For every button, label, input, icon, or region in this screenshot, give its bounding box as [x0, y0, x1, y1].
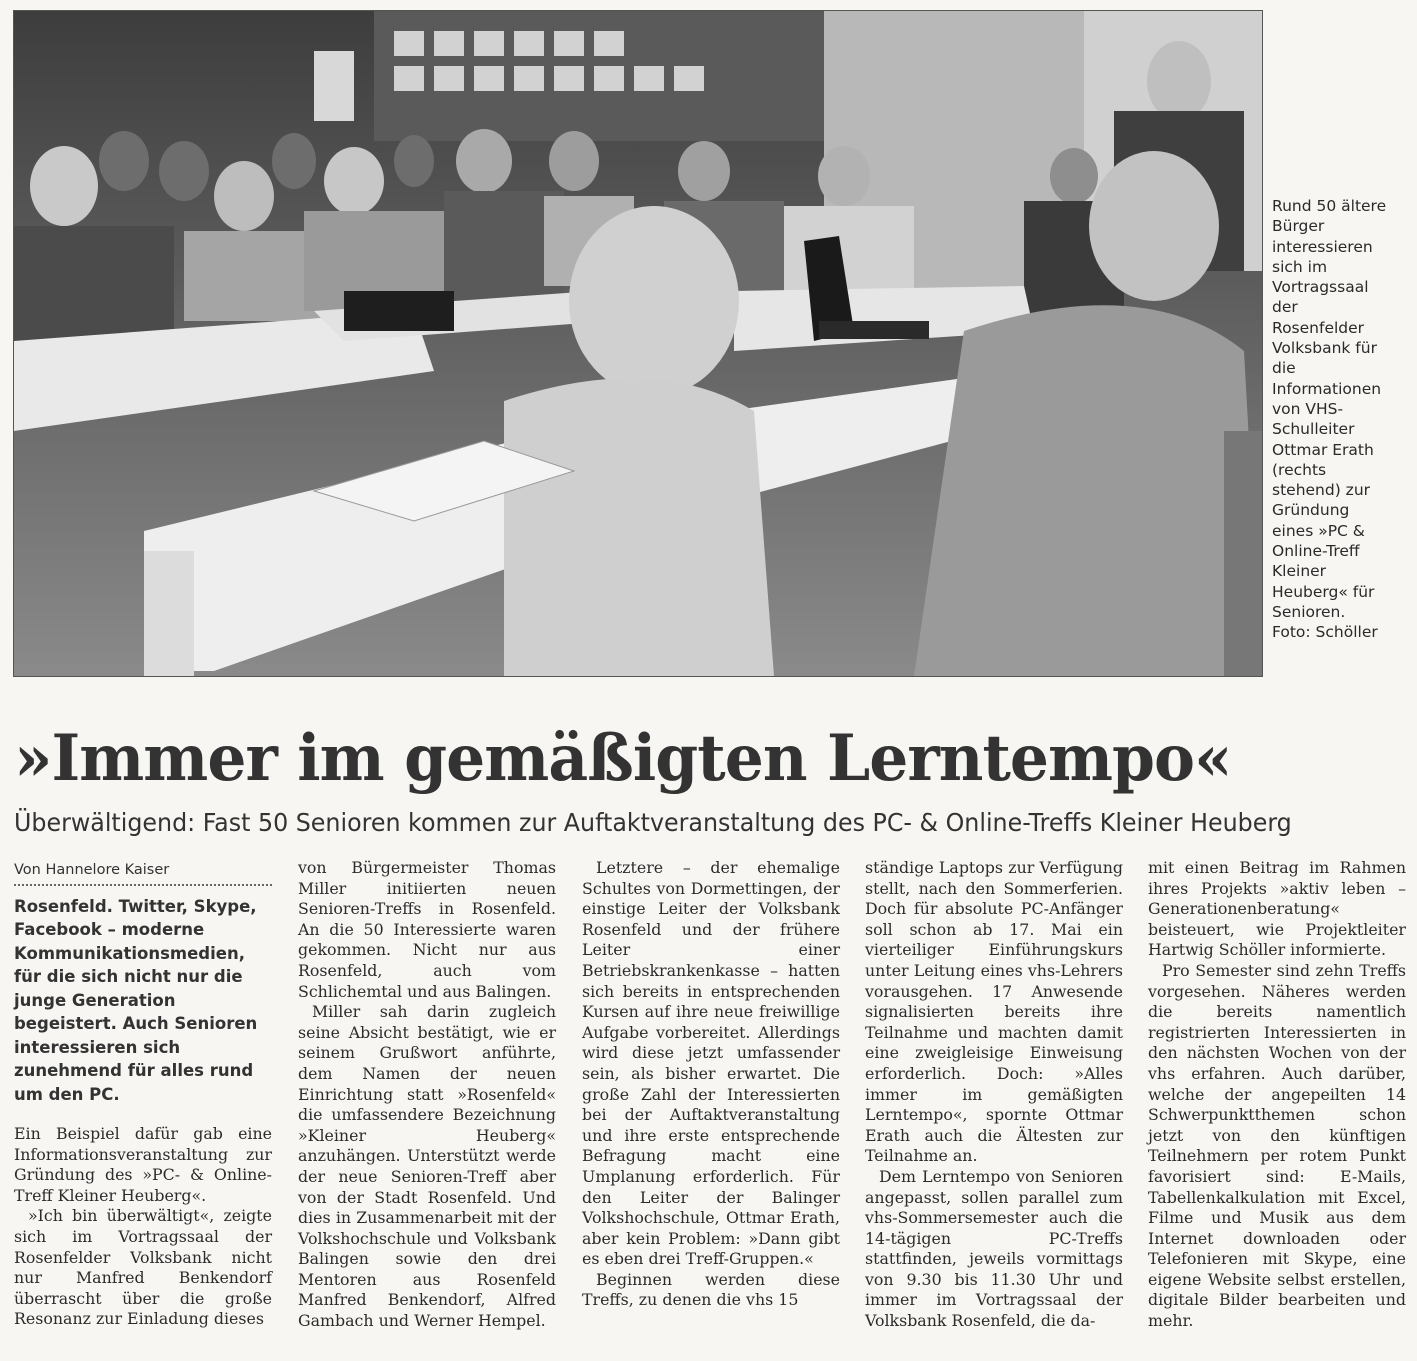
paragraph: Miller sah darin zugleich seine Absicht bestätigt, wie er seinem Grußwort anführte, dem Namen der neuen Einrichtung statt »Rosenfeld« die umfassendere Bezeichnung »Kleiner Heuberg« anzuhängen. Unterstützt werde der neue Senioren-Treff aber von der Stadt Rosenfeld. Und dies in Zusammenarbeit mit der Volkshochschule und Volksbank Balingen sowie den drei Mentoren aus Rosenfeld Manfred Benkendorf, Alfred Gambach und Werner Hempel. [298, 1002, 556, 1331]
paragraph: »Ich bin überwältigt«, zeigte sich im Vortragssaal der Rosenfelder Volksbank nicht nur Manfred Benkendorf überrascht über die große Resonanz zur Einladung dieses [14, 1206, 272, 1329]
article-column-1 [14, 860, 272, 1330]
article-column-5 [1148, 858, 1406, 1332]
photo-credit: Foto: Schöller [1272, 623, 1378, 642]
photo-illustration [14, 11, 1262, 676]
article-column-4 [865, 858, 1123, 1332]
paragraph: Beginnen werden diese Treffs, zu denen die vhs 15 [582, 1269, 840, 1310]
paragraph: mit einen Beitrag im Rahmen ihres Projekts »aktiv leben – Generationenberatung« beisteuert, wie Projektleiter Hartwig Schöller informierte. [1148, 858, 1406, 960]
article-photo [13, 10, 1263, 677]
subheadline: Überwältigend: Fast 50 Senioren kommen zur Auftaktveranstaltung des PC- & Online-Treffs Kleiner Heuberg [14, 808, 1292, 837]
author-byline: Von Hannelore Kaiser [14, 860, 272, 886]
headline: »Immer im gemäßigten Lerntempo« [14, 721, 1232, 796]
article-column-3 [582, 858, 840, 1311]
paragraph: Pro Semester sind zehn Treffs vorgesehen. Näheres werden die bereits namentlich registrierten Interessierten in den nächsten Wochen von der vhs erfahren. Auch darüber, welche der angepeilten 14 Schwerpunktthemen schon jetzt von den künftigen Teilnehmern per rotem Punkt favorisiert sind: E-Mails, Tabellenkalkulation mit Excel, Filme und Musik aus dem Internet downloaden oder Telefonieren mit Skype, eine eigene Website selbst erstellen, digitale Bilder bearbeiten und mehr. [1148, 960, 1406, 1331]
photo-caption [1272, 196, 1387, 643]
paragraph: ständige Laptops zur Verfügung stellt, nach den Sommerferien. Doch für absolute PC-Anfänger soll schon ab 17. Mai ein vierteiliger Einführungskurs unter Leitung eines vhs-Lehrers vorausgehen. 17 Anwesende signalisierten bereits ihre Teilnahme und machten damit eine zweigleisige Einweisung erforderlich. Doch: »Alles immer im gemäßigten Lerntempo«, spornte Ottmar Erath auch die Ältesten zur Teilnahme an. [865, 858, 1123, 1166]
paragraph: Dem Lerntempo von Senioren angepasst, sollen parallel zum vhs-Sommersemester auch die 14-tägigen PC-Treffs stattfinden, jeweils vormittags von 9.30 bis 11.30 Uhr und immer im Vortragssaal der Volksbank Rosenfeld, die da- [865, 1166, 1123, 1331]
paragraph: Ein Beispiel dafür gab eine Informationsveranstaltung zur Gründung des »PC- & Online-Treff Kleiner Heuberg«. [14, 1124, 272, 1205]
lead-paragraph: Rosenfeld. Twitter, Skype, Facebook – moderne Kommunikationsmedien, für die sich nicht nur die junge Generation begeistert. Auch Senioren interessieren sich zunehmend für alles rund um den PC. [14, 896, 258, 1104]
paragraph: Letztere – der ehemalige Schultes von Dormettingen, der einstige Leiter der Volksbank Rosenfeld und der frühere Leiter einer Betriebskrankenkasse – hatten sich bereits in entsprechenden Kursen auf ihre neue freiwillige Aufgabe vorbereitet. Allerdings wird diese jetzt umfassender sein, als bisher erwartet. Die große Zahl der Interessierten bei der Auftaktveranstaltung und ihre erste entsprechende Befragung macht eine Umplanung erforderlich. Für den Leiter der Balinger Volkshochschule, Ottmar Erath, aber kein Problem: »Dann gibt es eben drei Treff-Gruppen.« [582, 858, 840, 1269]
article-column-2 [298, 858, 556, 1332]
paragraph: von Bürgermeister Thomas Miller initiierten neuen Senioren-Treffs in Rosenfeld. An die 50 Interessierte waren gekommen. Nicht nur aus Rosenfeld, auch vom Schlichemtal und aus Balingen. [298, 858, 556, 1001]
caption-text: Rund 50 ältere Bürger interessieren sich im Vortragssaal der Rosenfelder Volksbank für die Informationen von VHS-Schulleiter Ottmar Erath (rechts stehend) zur Gründung eines »PC & Online-Treff Kleiner Heuberg« für Senioren. [1272, 197, 1387, 621]
